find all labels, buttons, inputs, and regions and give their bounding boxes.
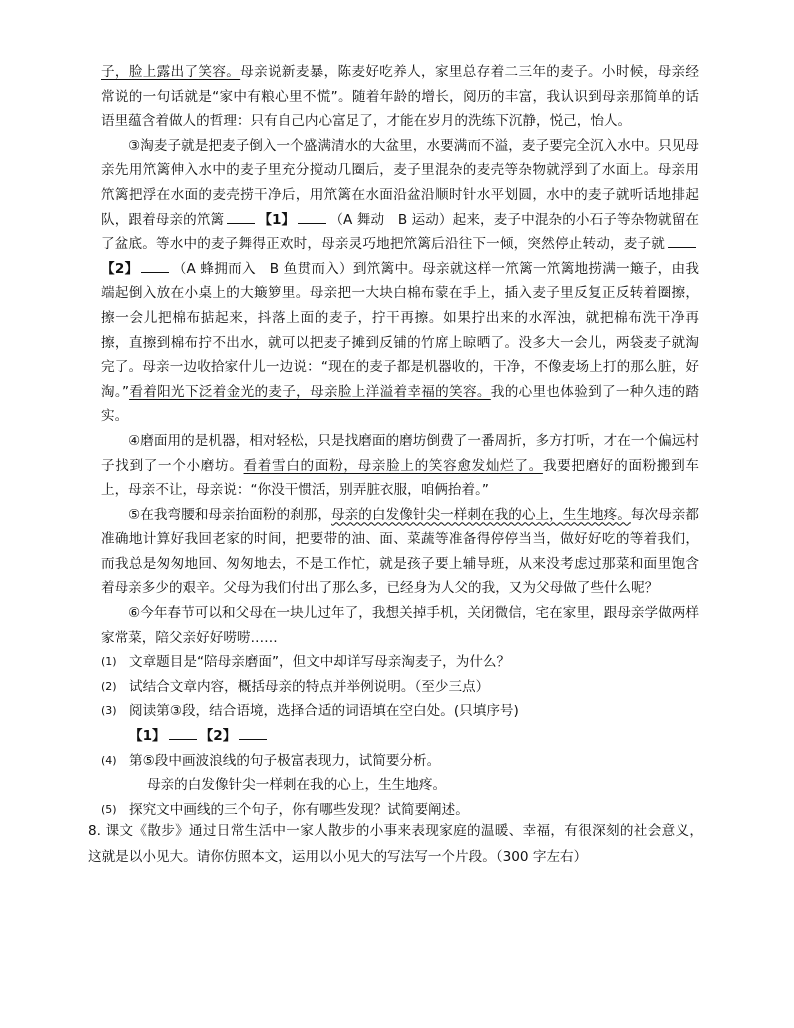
question-list bbox=[101, 650, 699, 822]
paragraph-5: ⑤在我弯腰和母亲抬面粉的刹那，母亲的白发像针尖一样刺在我的心上，生生地疼。每次母亲都准确地计算好我回老家的时间，把要带的油、面、菜蔬等准备得停停当当，做好好吃的等着我们，而我总是匆匆地回、匆匆地去，不是工作忙，就是孩子要上辅导班，从来没考虑过那菜和面里饱含着母亲多少的艰辛。父母为我们付出了那么多，已经身为人父的我，又为父母做了些什么呢？ bbox=[101, 506, 700, 597]
blank-1-options: （A 舞动 B 运动） bbox=[329, 211, 453, 228]
underlined-sentence: 子，脸上露出了笑容。 bbox=[101, 64, 241, 80]
question-4: (4) 第⑤段中画波浪线的句子极富表现力，试简要分析。 bbox=[101, 752, 441, 769]
question-5: (5) 探究文中画线的三个句子，你有哪些发现？试简要阐述。 bbox=[101, 801, 469, 818]
question-3-answer-blanks: 【1】 【2】 bbox=[101, 724, 699, 749]
blank-2-line bbox=[141, 258, 169, 273]
blank-2-label: 【2】 bbox=[101, 260, 139, 277]
question-2: (2) 试结合文章内容，概括母亲的特点并举例说明。（至少三点） bbox=[101, 678, 490, 695]
answer-blank-2[interactable] bbox=[239, 725, 267, 740]
paragraph-3: ③淘麦子就是把麦子倒入一个盛满清水的大盆里，水要满而不溢，麦子要完全沉入水中。只见母亲先用笊篱伸入水中的麦子里充分搅动几圈后，麦子里混杂的麦壳等杂物就浮到了水面上。母亲用笊篱把浮在水面的麦壳捞干净后，用笊篱在水面沿盆沿顺时针水平划圆，水中的麦子就听话地排起队，跟着母亲的笊篱 【1】 （A 舞动 B 运动）起来，麦子中混杂的小石子等杂物就留在了盆底。等水中的麦子舞得正欢时，母亲灵巧地把笊篱后沿往下一倾，突然停止转动，麦子就【2】 （A 蜂拥而入 B 鱼贯而入）到笊篱中。母亲就这样一笊篱一笊篱地捞满一簸子，由我端起倒入放在小桌上的大簸箩里。母亲把一大块白棉布蒙在手上，插入麦子里反复正反转着圈擦，擦一会儿把棉布掂起来，抖落上面的麦子，拧干再擦。如果拧出来的水浑浊，就把棉布洗干净再擦，直擦到棉布拧不出水，就可以把麦子摊到反铺的竹席上晾晒了。没多大一会儿，两袋麦子就淘完了。母亲一边收拾家什儿一边说：“现在的麦子都是机器收的，干净，不像麦场上打的那么脏，好淘。”看着阳光下泛着金光的麦子，母亲脸上洋溢着幸福的笑容。我的心里也体验到了一种久违的踏实。 bbox=[101, 137, 700, 425]
essay-text bbox=[101, 60, 699, 822]
answer-blank-1[interactable] bbox=[169, 725, 197, 740]
blank-2-options: （A 蜂拥而入 B 鱼贯而入） bbox=[172, 260, 353, 277]
underlined-sentence: 看着阳光下泛着金光的麦子，母亲脸上洋溢着幸福的笑容。 bbox=[129, 383, 491, 400]
paragraph-6: ⑥今年春节可以和父母在一块儿过年了，我想关掉手机，关闭微信，宅在家里，跟母亲学做两样家常菜，陪父亲好好唠唠…… bbox=[101, 605, 699, 646]
blank-1-label: 【1】 bbox=[258, 211, 296, 228]
blank-1 bbox=[227, 209, 255, 224]
underlined-sentence: 看着雪白的面粉，母亲脸上的笑容愈发灿烂了。 bbox=[243, 457, 543, 474]
wavy-underlined-sentence: 母亲的白发像针尖一样刺在我的心上，生生地疼。 bbox=[331, 506, 631, 523]
question-4-quote: 母亲的白发像针尖一样刺在我的心上，生生地疼。 bbox=[147, 777, 447, 794]
paragraph-4: ④磨面用的是机器，相对轻松，只是找磨面的磨坊倒费了一番周折，多方打听，才在一个偏远村子找到了一个小磨坊。看着雪白的面粉，母亲脸上的笑容愈发灿烂了。我要把磨好的面粉搬到车上，母亲不让，母亲说：“你没干惯活，别弄脏衣服，咱俩抬着。” bbox=[101, 432, 700, 499]
blank-2 bbox=[668, 233, 696, 248]
question-8: 8. 课文《散步》通过日常生活中一家人散步的小事来表现家庭的温暖、幸福，有很深刻的社会意义，这就是以小见大。请你仿照本文，运用以小见大的写法写一个片段。（300 字左右） bbox=[88, 823, 703, 865]
paragraph-2-end: 子，脸上露出了笑容。母亲说新麦暴，陈麦好吃养人，家里总存着二三年的麦子。小时候，母亲经常说的一句话就是“家中有粮心里不慌”。随着年龄的增长，阅历的丰富，我认识到母亲那简单的话语里蕴含着做人的哲理：只有自己内心富足了，才能在岁月的洗练下沉静，悦己，怡人。 bbox=[101, 64, 700, 130]
question-3: (3) 阅读第③段，结合语境，选择合适的词语填在空白处。(只填序号) bbox=[101, 703, 519, 720]
blank-1-line bbox=[298, 209, 326, 224]
question-1: (1) 文章题目是“陪母亲磨面”，但文中却详写母亲淘麦子，为什么？ bbox=[101, 654, 511, 671]
